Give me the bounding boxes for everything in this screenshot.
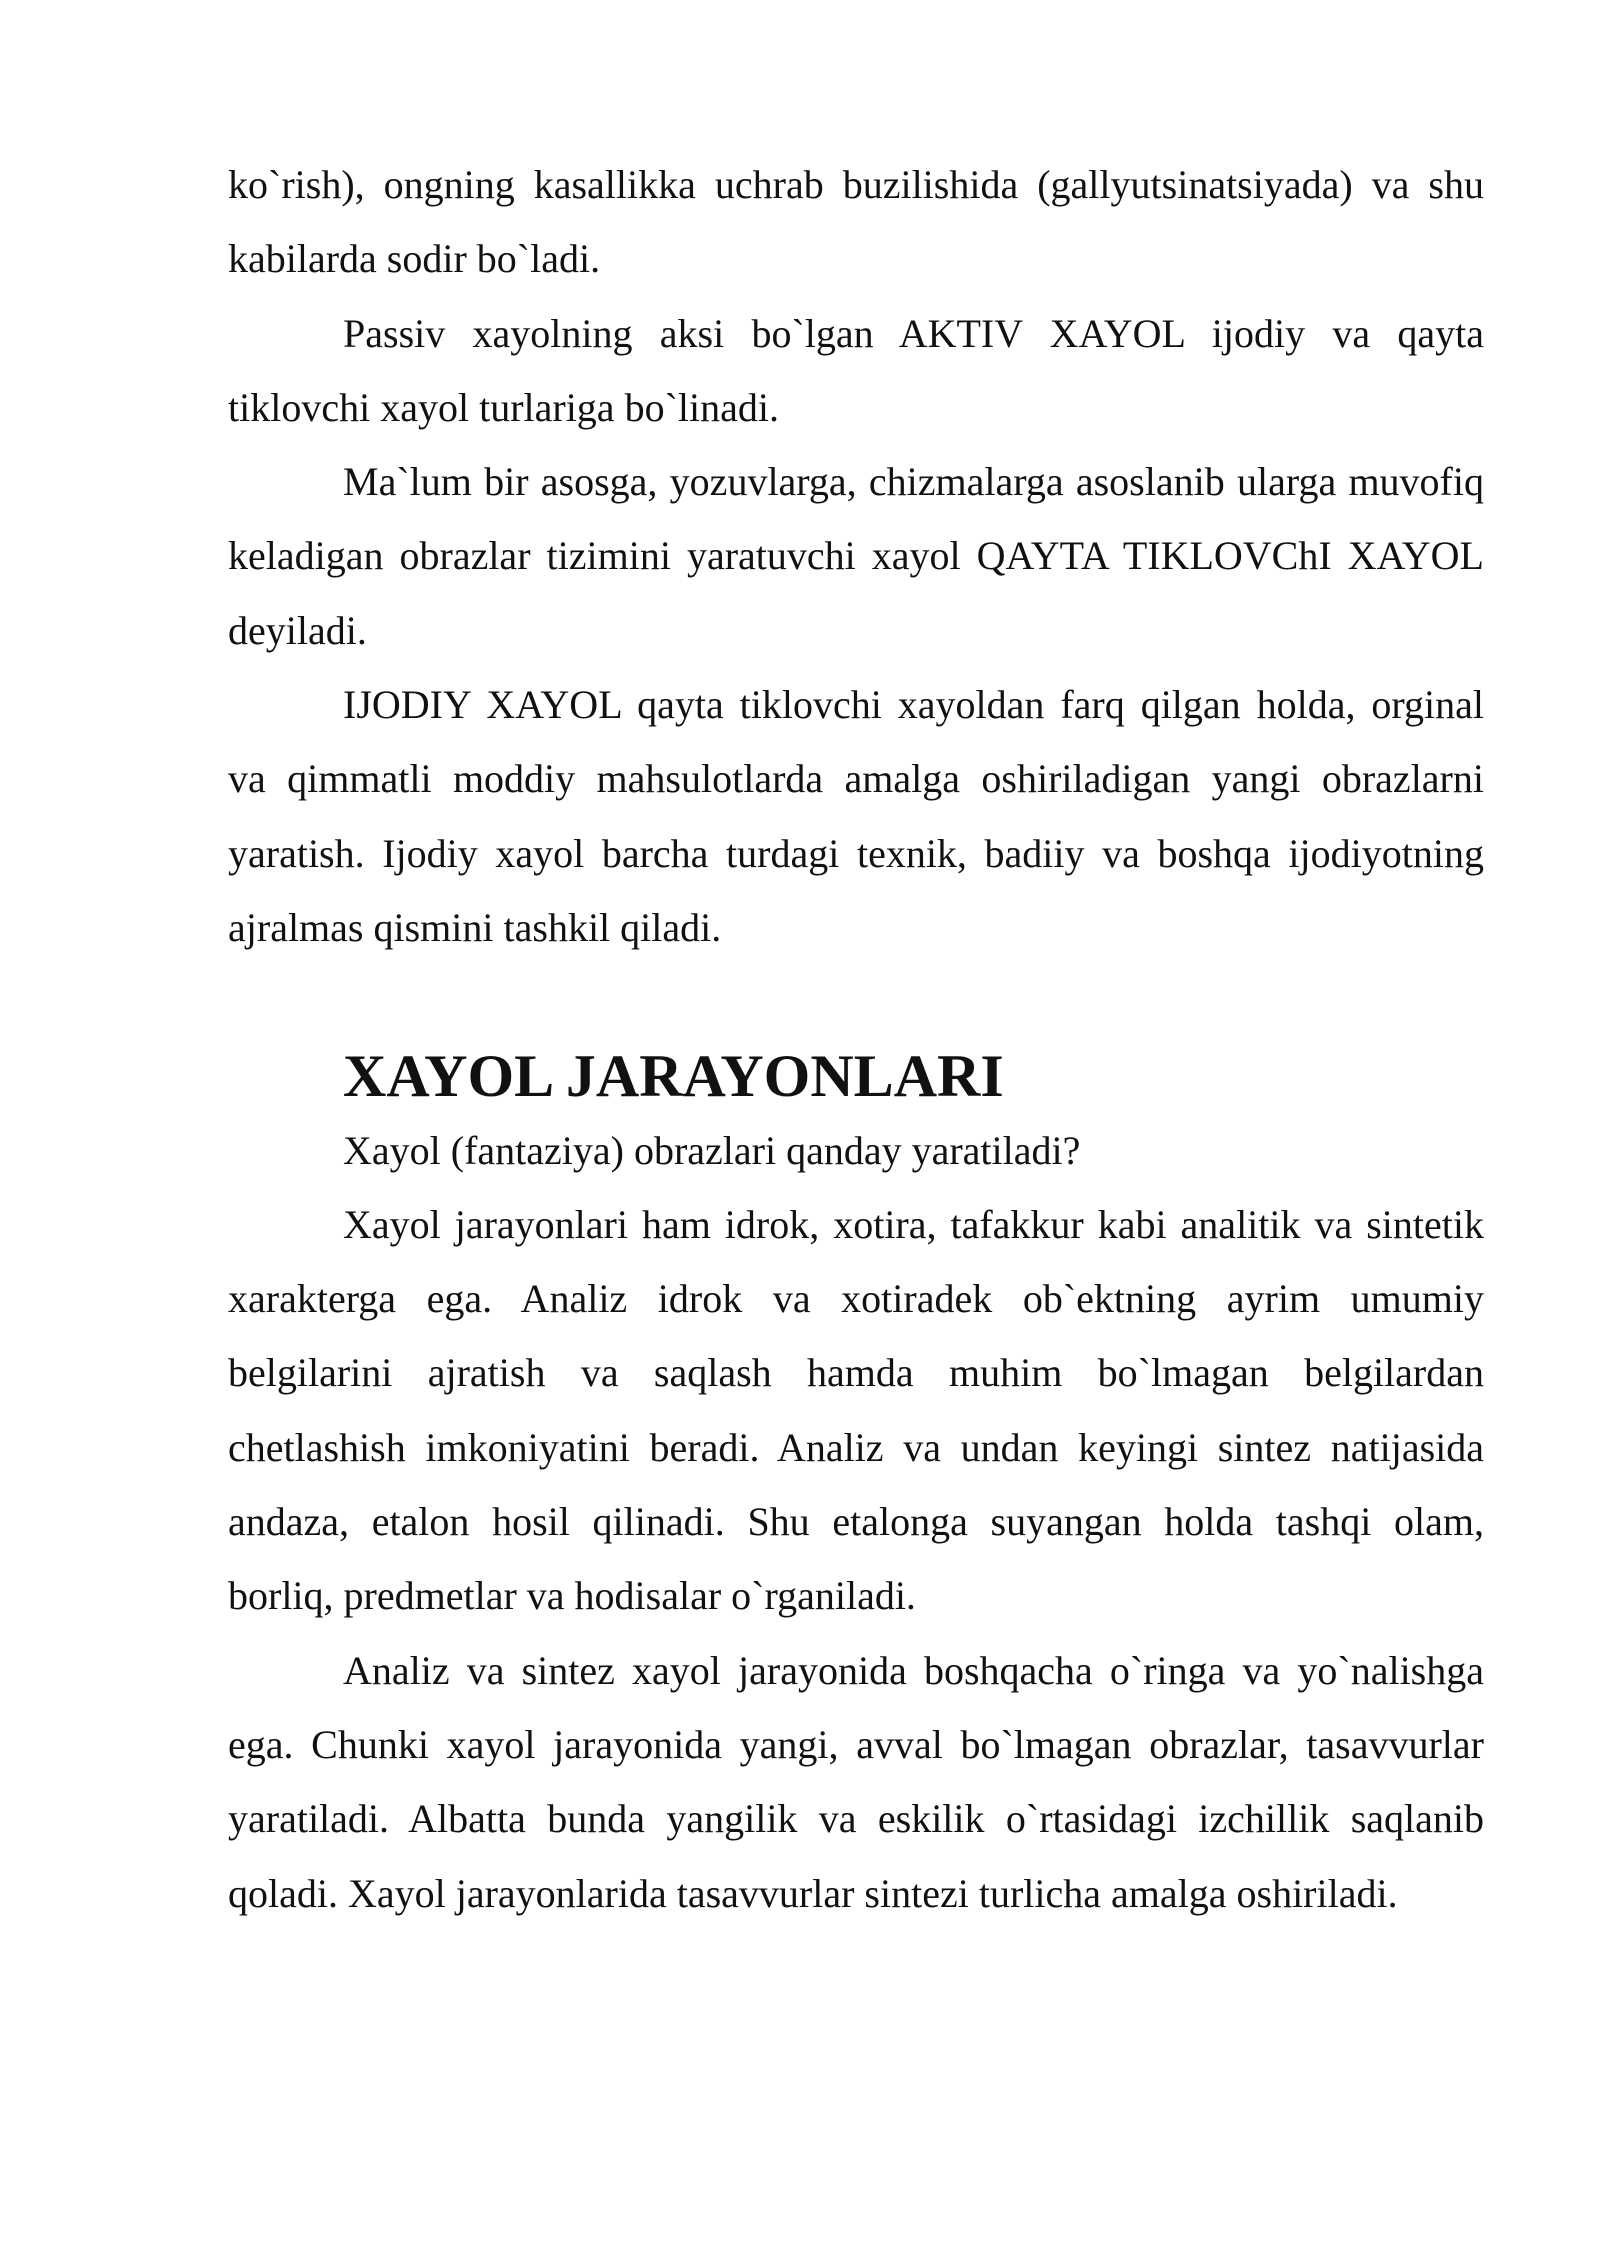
section-heading: XAYOL JARAYONLARI (343, 1043, 1004, 1110)
paragraph-ijodiy-xayol: IJODIY XAYOL qayta tiklovchi xayoldan farq qilgan holda, orginal va qimmatli moddiy mahsulotlarda amalga oshiriladigan yangi obrazlarni yaratish. Ijodiy xayol barcha turdagi texnik, badiiy va boshqa ijodiyotning ajralmas qismini tashkil qiladi. (228, 682, 1484, 950)
paragraph-question: Xayol (fantaziya) obrazlari qanday yaratiladi? (343, 1127, 1081, 1173)
paragraph-xayol-jarayonlari: Xayol jarayonlari ham idrok, xotira, tafakkur kabi analitik va sintetik xarakterga ega. Analiz idrok va xotiradek ob`ektning ayrim umumiy belgilarini ajratish va saqlash hamda muhim bo`lmagan belgilardan chetlashish imkoniyatini beradi. Analiz va undan keyingi sintez natijasida andaza, etalon hosil qilinadi. Shu etalonga suyangan holda tashqi olam, borliq, predmetlar va hodisalar o`rganiladi. (228, 1201, 1484, 1619)
paragraph-analiz-sintez: Analiz va sintez xayol jarayonida boshqacha o`ringa va yo`nalishga ega. Chunki xayol jarayonida yangi, avval bo`lmagan obrazlar, tasavvurlar yaratiladi. Albatta bunda yangilik va eskilik o`rtasidagi izchillik saqlanib qoladi. Xayol jarayonlarida tasavvurlar sintezi turlicha amalga oshiriladi. (228, 1647, 1484, 1916)
paragraph-aktiv-xayol: Passiv xayolning aksi bo`lgan AKTIV XAYOL ijodiy va qayta tiklovchi xayol turlariga bo`linadi. (228, 310, 1484, 430)
paragraph-continuation: ko`rish), ongning kasallikka uchrab buzilishida (gallyutsinatsiyada) va shu kabilarda sodir bo`ladi. (228, 162, 1484, 282)
paragraph-qayta-tiklovchi: Ma`lum bir asosga, yozuvlarga, chizmalarga asoslanib ularga muvofiq keladigan obrazlar tizimini yaratuvchi xayol QAYTA TIKLOVChI XAYOL deyiladi. (228, 459, 1484, 653)
document-page (228, 148, 1484, 1931)
